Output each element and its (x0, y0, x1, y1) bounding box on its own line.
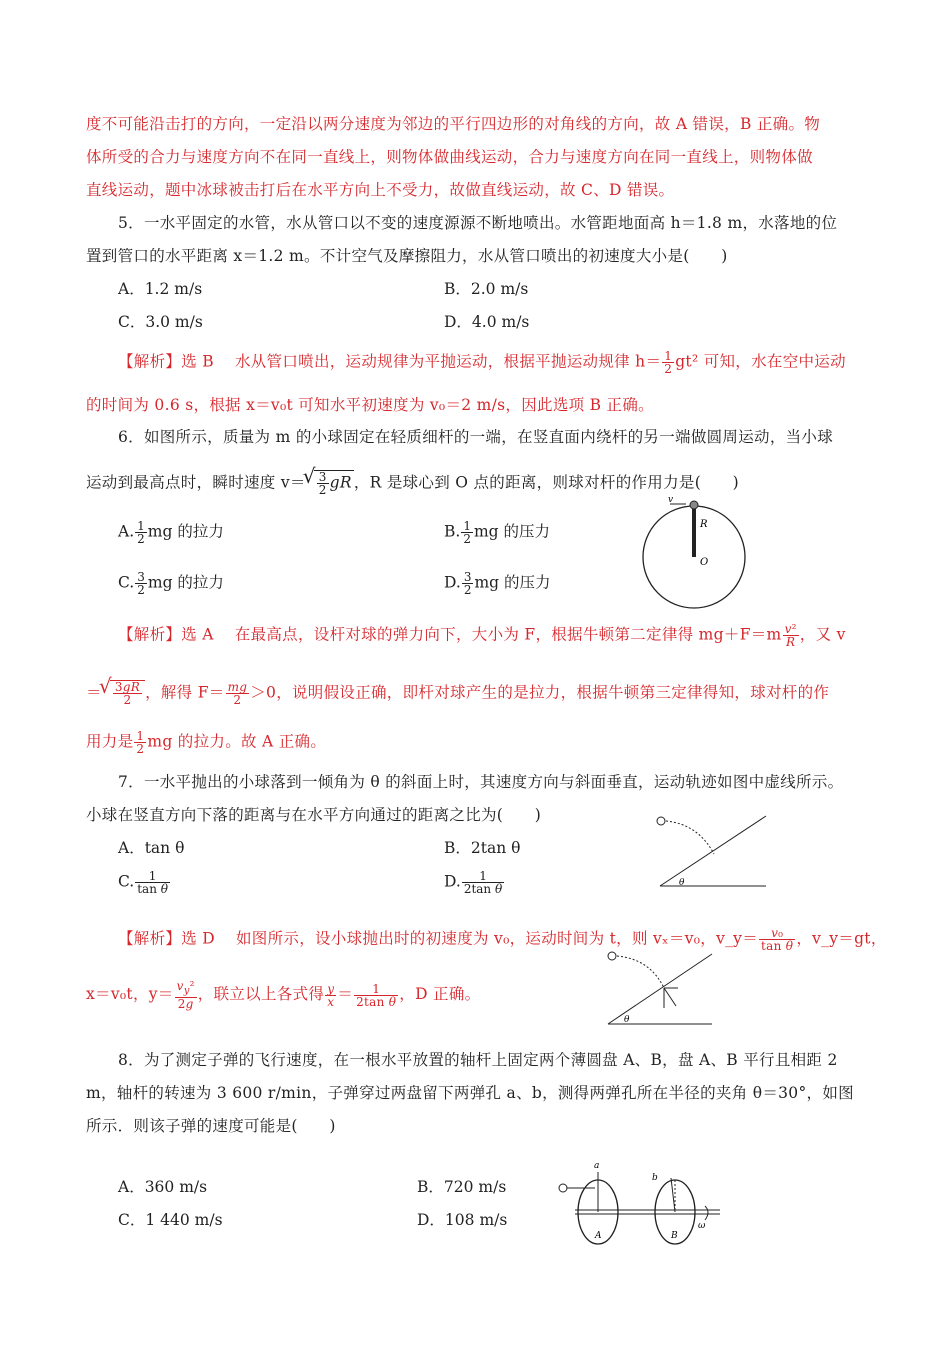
intro-line-1: 度不可能沿击打的方向，一定沿以两分速度为邻边的平行四边形的对角线的方向，故 A 错误，B 正确。物 (86, 115, 821, 133)
q8-stem-3: 所示．则该子弹的速度可能是( ) (86, 1117, 336, 1135)
q7-sol-fig-theta: θ (624, 1015, 630, 1025)
q6-option-a: A. $\frac{1}{2}$ mg 的拉力 (118, 519, 224, 546)
q5-solution-tag: 【解析】选 B (118, 352, 214, 371)
q8-fig-disk-b: B (671, 1231, 678, 1241)
q8-option-d: D．108 m/s (417, 1211, 508, 1229)
q5-solution-line-1: 【解析】选 B 水从管口喷出，运动规律为平抛运动，根据平抛运动规律 h＝ $\frac{1}{2}$ gt² 可知，水在空中运动 (118, 349, 846, 376)
q7-solution-line-2: x＝v₀t，y＝ $\frac{v_y^2}{2g}$ ，联立以上各式得 $\frac{y}{x}$ ＝ $\frac{1}{\text{2tan θ}}$ ，D 正确。 (86, 979, 481, 1012)
q6-stem-2: 运动到最高点时，瞬时速度 v＝ √ $\frac{3}{2}$ gR ，R 是球心到 O 点的距离，则球对杆的作用力是( ) (86, 470, 739, 496)
q8-fig-b: b (652, 1173, 658, 1183)
q8-disks-figure (555, 1158, 725, 1248)
q8-fig-omega: ω (698, 1221, 706, 1231)
q6-circle-figure (640, 495, 750, 615)
q5-stem-2: 置到管口的水平距离 x＝1.2 m。不计空气及摩擦阻力，水从管口喷出的初速度大小是( ) (86, 247, 728, 265)
q5-solution-line-2: 的时间为 0.6 s，根据 x＝v₀t 可知水平初速度为 v₀＝2 m/s，因此选项 B 正确。 (86, 396, 654, 414)
q7-option-a: A．tan θ (118, 839, 185, 857)
q8-option-a: A．360 m/s (118, 1178, 208, 1196)
intro-line-2: 体所受的合力与速度方向不在同一直线上，则物体做曲线运动，合力与速度方向在同一直线上，则物体做 (86, 148, 813, 166)
q6-fig-label-r: R (700, 519, 708, 530)
q7-fig-theta: θ (679, 878, 685, 888)
q7-incline-figure (650, 810, 775, 895)
q8-stem-1: 8．为了测定子弹的飞行速度，在一根水平放置的轴杆上固定两个薄圆盘 A、B，盘 A、B 平行且相距 2 (118, 1051, 838, 1069)
q6-solution-line-3: 用力是 $\frac{1}{2}$ mg 的拉力。故 A 正确。 (86, 729, 327, 756)
q5-option-c: C．3.0 m/s (118, 313, 203, 331)
q8-fig-disk-a: A (595, 1231, 602, 1241)
q6-solution-line-2: ＝ √ $\frac{3gR}{2}$ ，解得 F＝ $\frac{mg}{2}$ ＞0，说明假设正确，即杆对球产生的是拉力，根据牛顿第三定律得知，球对杆的作 (86, 680, 829, 706)
q8-fig-a: a (594, 1161, 600, 1171)
q5-option-d: D．4.0 m/s (444, 313, 530, 331)
q5-option-b: B．2.0 m/s (444, 280, 529, 298)
intro-line-3: 直线运动，题中冰球被击打后在水平方向上不受力，故做直线运动，故 C、D 错误。 (86, 181, 675, 199)
q6-stem-1: 6．如图所示，质量为 m 的小球固定在轻质细杆的一端，在竖直面内绕杆的另一端做圆周运动，当小球 (118, 428, 834, 446)
q8-option-c: C．1 440 m/s (118, 1211, 223, 1229)
q5-option-a: A．1.2 m/s (118, 280, 203, 298)
q6-option-b: B. $\frac{1}{2}$ mg 的压力 (444, 519, 551, 546)
q6-solution-tag: 【解析】选 A (118, 625, 214, 644)
q7-option-d: D. $\frac{1}{\text{2tan θ}}$ (444, 869, 503, 896)
q5-stem-1: 5．一水平固定的水管，水从管口以不变的速度源源不断地喷出。水管距地面高 h＝1.8 m，水落地的位 (118, 214, 838, 232)
q8-stem-2: m，轴杆的转速为 3 600 r/min，子弹穿过两盘留下两弹孔 a、b，测得两弹孔所在半径的夹角 θ＝30°，如图 (86, 1084, 854, 1102)
q7-solution-tag: 【解析】选 D (118, 929, 215, 948)
q8-option-b: B．720 m/s (417, 1178, 507, 1196)
q7-stem-1: 7．一水平抛出的小球落到一倾角为 θ 的斜面上时，其速度方向与斜面垂直，运动轨迹如图中虚线所示。 (118, 773, 844, 791)
q7-option-c: C. $\frac{1}{\text{tan θ}}$ (118, 869, 168, 896)
q7-solution-figure (600, 948, 720, 1028)
q6-option-d: D. $\frac{3}{2}$ mg 的压力 (444, 570, 551, 597)
q7-stem-2: 小球在竖直方向下落的距离与在水平方向通过的距离之比为( ) (86, 806, 542, 824)
q6-option-c: C. $\frac{3}{2}$ mg 的拉力 (118, 570, 224, 597)
q7-option-b: B．2tan θ (444, 839, 521, 857)
q6-solution-line-1: 【解析】选 A 在最高点，设杆对球的弹力向下，大小为 F，根据牛顿第二定律得 mg＋F＝m $\frac{\text{v²}}{R}$ ，又 v (118, 622, 846, 649)
q7-solution-line-1: 【解析】选 D 如图所示，设小球抛出时的初速度为 v₀，运动时间为 t，则 vₓ＝v₀，v_y＝ $\frac{\text{v₀}}{\text{tan θ}}$ ，v_y＝gt， (118, 926, 887, 953)
q6-fig-label-o: O (700, 557, 709, 568)
q6-fig-label-v: v (668, 495, 674, 505)
